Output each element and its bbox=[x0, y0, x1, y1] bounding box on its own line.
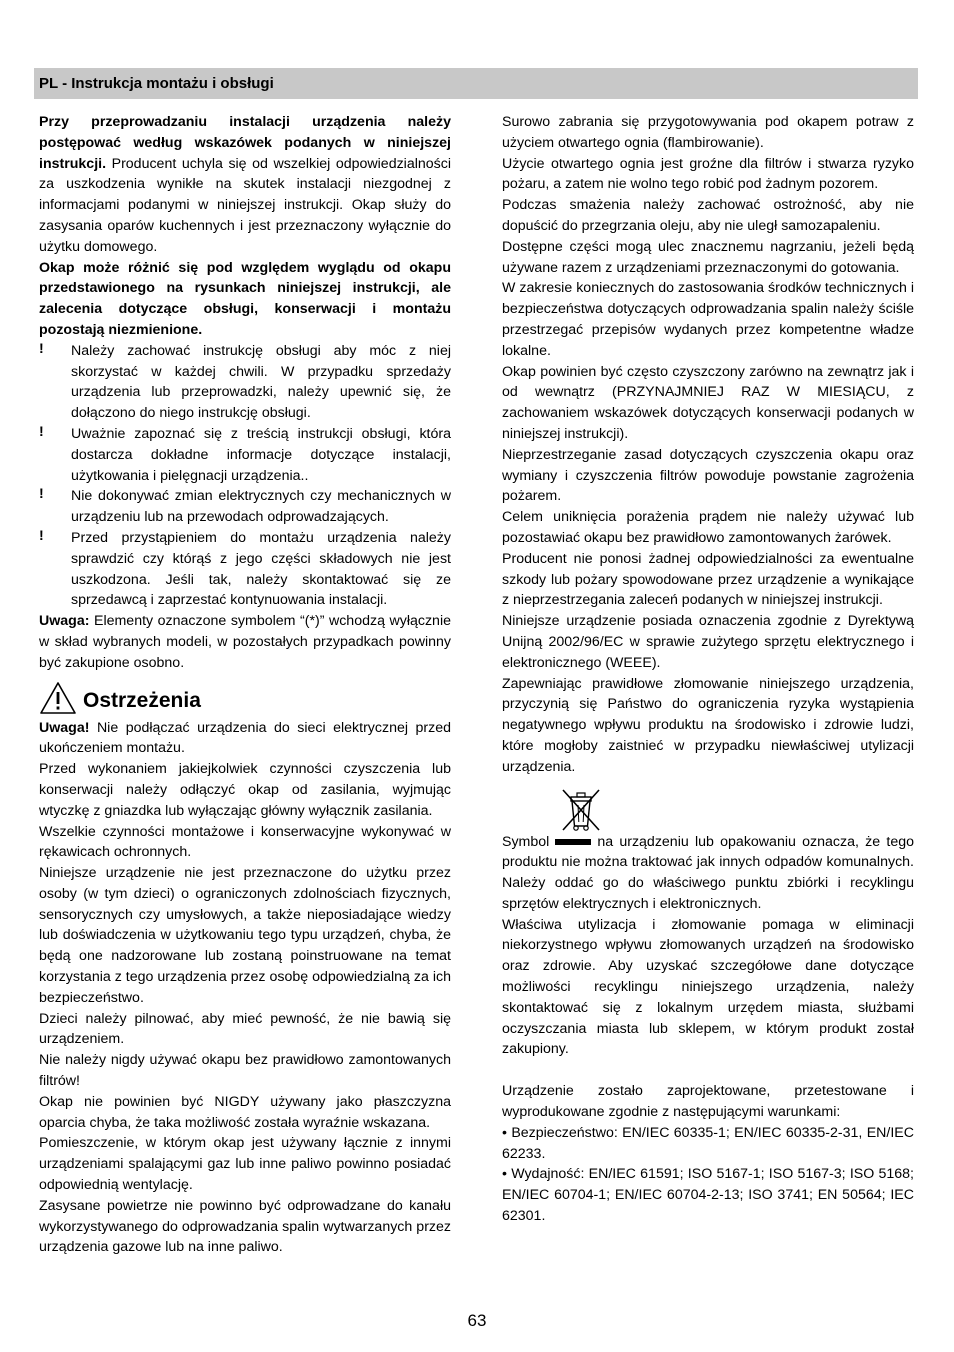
paragraph: Nie należy nigdy używać okapu bez prawidłowo zamontowanych filtrów! bbox=[39, 1052, 451, 1090]
paragraph: Celem uniknięcia porażenia prądem nie należy używać lub pozostawiać okapu bez prawidłowo zamontowanych żarówek. bbox=[502, 509, 914, 546]
paragraph: Dzieci należy pilnować, aby mieć pewność, że nie bawią się urządzeniem. bbox=[39, 1010, 451, 1048]
performance-standards: • Wydajność: EN/IEC 61591; ISO 5167-1; ISO 5167-3; ISO 5168; EN/IEC 60704-1; EN/IEC 60704-2-13; ISO 3741; EN 50564; IEC 62301. bbox=[502, 1166, 914, 1225]
paragraph: Przed wykonaniem jakiejkolwiek czynności czyszczenia lub konserwacji należy odłączyć okap od zasilania, wyjmując wtyczkę z gniazdka lub wyłączając główny wyłącznik zasilania. bbox=[39, 761, 451, 819]
paragraph: Producent nie ponosi żadnej odpowiedzialności za ewentualne szkody lub pożary spowodowane przez urządzenie a wynikające z nieprzestrzegania zaleceń podanych w niniejszej instrukcji. bbox=[502, 550, 914, 609]
list-item-text: Należy zachować instrukcję obsługi aby móc z niej skorzystać w każdej chwili. W przypadku sprzedaży urządzenia lub przeprowadzki, należy upewnić się, że dołączono do niego instrukcję obsługi. bbox=[71, 342, 451, 422]
uwaga-text: Elementy oznaczone symbolem “(*)” wchodzą wyłącznie w skład wybranych modeli, w pozostałych przypadkach powinny być zakupione osobno. bbox=[39, 613, 451, 671]
spacer bbox=[502, 1060, 914, 1081]
intro-bold: Przy przeprowadzaniu instalacji urządzenia należy postępować według wskazówek podanych w niniejszej instrukcji. bbox=[39, 114, 451, 172]
intro-rest: Producent uchyla się od wszelkiej odpowiedzialności za uszkodzenia wynikłe na skutek instalacji niezgodnej z informacjami podanymi w niniejszej instrukcji. Okap służy do zasysania oparów kuchennych i jest przeznaczony wyłącznie do użytku domowego. bbox=[39, 155, 451, 255]
exclamation-mark: ! bbox=[39, 423, 44, 440]
list-item bbox=[39, 486, 451, 528]
symbol-word: Symbol bbox=[502, 833, 550, 850]
paragraph: Surowo zabrania się przygotowywania pod okapem potraw z użyciem otwartego ognia (flambirowanie). bbox=[502, 114, 914, 151]
warning-label: Uwaga! bbox=[39, 719, 90, 736]
exclamation-mark: ! bbox=[39, 527, 44, 544]
exclamation-mark: ! bbox=[39, 486, 44, 503]
symbol-text: na urządzeniu lub opakowaniu oznacza, że tego produktu nie można traktować jak innych odpadów komunalnych. Należy oddać go do właściwego punktu zbiórki i recyklingu sprzętów elektrycznych i elektronicznych. bbox=[502, 833, 914, 912]
appearance-note: Okap może różnić się pod względem wyglądu od okapu przedstawionego na rysunkach niniejszej instrukcji, ale zalecenia dotyczące obsługi, konserwacji i montażu pozostają niezmienione. bbox=[39, 259, 451, 338]
paragraph: Pomieszczenie, w którym okap jest używany łącznie z innymi urządzeniami spalającymi gaz lub inne paliwo powinno posiadać odpowiednią wentylację. bbox=[39, 1135, 451, 1194]
list-item-text: Uważnie zapoznać się z treścią instrukcji obsługi, która dostarcza dokładne informacje dotyczące instalacji, użytkowania i pielęgnacji urządzenia.. bbox=[71, 425, 451, 484]
paragraph: Zapewniając prawidłowe złomowanie niniejszego urządzenia, przyczynią się Państwo do ograniczenia ryzyka wystąpienia negatywnego wpływu produktu na środowisko i zdrowie ludzi, które mogłoby zaistnieć w przypadku niewłaściwej utylizacji urządzenia. bbox=[502, 675, 914, 775]
warning-paragraph bbox=[39, 718, 451, 760]
warnings-heading bbox=[39, 680, 451, 716]
right-column bbox=[502, 112, 914, 1227]
paragraph: Niniejsze urządzenie posiada oznaczenia zgodnie z Dyrektywą Unijną 2002/96/EC w sprawie zużytego sprzętu elektrycznego i elektronicznego (WEEE). bbox=[502, 613, 914, 671]
paragraph: Niniejsze urządzenie nie jest przeznaczone do użytku przez osoby (w tym dzieci) o ograniczonych zdolnościach fizycznych, sensorycznych czy umysłowych, a także nieposiadające wiedzy lub doświadczenia w użytkowaniu tego typu urządzeń, chyba, że będą one nadzorowane lub zostaną poinstruowane na temat korzystania z tego urządzenia przez osobę odpowiedzialną za ich bezpieczeństwo. bbox=[39, 865, 451, 1006]
list-item-text: Nie dokonywać zmian elektrycznych czy mechanicznych w urządzeniu lub na przewodach odprowadzających. bbox=[71, 488, 451, 526]
weee-bin-figure bbox=[558, 788, 914, 832]
left-column bbox=[39, 112, 451, 1258]
paragraph: Dostępne części mogą ulec znacznemu nagrzaniu, jeżeli będą używane razem z urządzeniami przeznaczonymi do gotowania. bbox=[502, 238, 914, 276]
paragraph: Podczas smażenia należy zachować ostrożność, aby nie dopuścić do przegrzania oleju, aby nie uległ samozapaleniu. bbox=[502, 197, 914, 234]
section-header bbox=[34, 68, 918, 99]
exclamation-mark: ! bbox=[39, 340, 44, 357]
paragraph: Okap powinien być często czyszczony zarówno na zewnątrz jak i od wewnątrz (PRZYNAJMNIEJ RAZ W MIESIĄCU, z zachowaniem wskazówek dotyczących konserwacji podanych w niniejszej instrukcji). bbox=[502, 363, 914, 442]
uwaga-paragraph bbox=[39, 611, 451, 673]
black-bar-icon bbox=[555, 839, 591, 845]
list-item bbox=[39, 341, 451, 424]
paragraph: Wszelkie czynności montażowe i konserwacyjne wykonywać w rękawicach ochronnych. bbox=[39, 823, 451, 861]
crossed-bin-icon bbox=[558, 788, 604, 832]
uwaga-label: Uwaga: bbox=[39, 613, 90, 630]
section-title: PL - Instrukcja montażu i obsługi bbox=[39, 75, 274, 92]
list-item bbox=[39, 528, 451, 611]
symbol-paragraph bbox=[502, 832, 914, 915]
disposal-paragraph: Właściwa utylizacja i złomowanie pomaga w eliminacji niekorzystnego wpływu złomowanych urządzeń na środowisko oraz zdrowie. Aby uzyskać szczegółowe dane dotyczące możliwości recyklingu niniejszego urządzenia, należy skontaktować się z lokalnym urzędem miasta, służbami oczyszczania miasta lub sklepem, w którym produkt został zakupiony. bbox=[502, 916, 914, 1058]
paragraph: W zakresie koniecznych do zastosowania środków technicznych i bezpieczeństwa dotyczących odprowadzania spalin należy ściśle przestrzegać przepisów wydanych przez kompetentne władze lokalne. bbox=[502, 280, 914, 359]
page-number: 63 bbox=[467, 1311, 487, 1330]
paragraph: Zasysane powietrze nie powinno być odprowadzane do kanału wykorzystywanego do odprowadzania spalin wytwarzanych przez urządzenia gazowe lub na inne paliwo. bbox=[39, 1197, 451, 1256]
paragraph: Nieprzestrzeganie zasad dotyczących czyszczenia okapu oraz wymiany i czyszczenia filtrów powoduje powstanie zagrożenia pożarem. bbox=[502, 446, 914, 505]
list-item-text: Przed przystąpieniem do montażu urządzenia należy sprawdzić czy którąś z jego części składowych nie jest uszkodzona. Jeśli tak, należy skontaktować się ze sprzedawcą i zaprzestać kontynuowania instalacji. bbox=[71, 529, 451, 609]
warning-triangle-icon bbox=[39, 681, 77, 715]
design-paragraph: Urządzenie zostało zaprojektowane, przetestowane i wyprodukowane zgodnie z następującymi warunkami: bbox=[502, 1083, 914, 1121]
paragraph: Okap nie powinien być NIGDY używany jako płaszczyzna oparcia chyba, że taka możliwość została wyraźnie wskazana. bbox=[39, 1093, 451, 1131]
paragraph: Użycie otwartego ognia jest groźne dla filtrów i stwarza ryzyko pożaru, a zatem nie wolno tego robić pod żadnym pozorem. bbox=[502, 155, 914, 193]
warning-text: Nie podłączać urządzenia do sieci elektrycznej przed ukończeniem montażu. bbox=[39, 719, 451, 757]
safety-standards: • Bezpieczeństwo: EN/IEC 60335-1; EN/IEC 60335-2-31, EN/IEC 62233. bbox=[502, 1124, 914, 1162]
intro-paragraph bbox=[39, 112, 451, 258]
warnings-title: Ostrzeżenia bbox=[83, 688, 201, 712]
list-item bbox=[39, 424, 451, 486]
